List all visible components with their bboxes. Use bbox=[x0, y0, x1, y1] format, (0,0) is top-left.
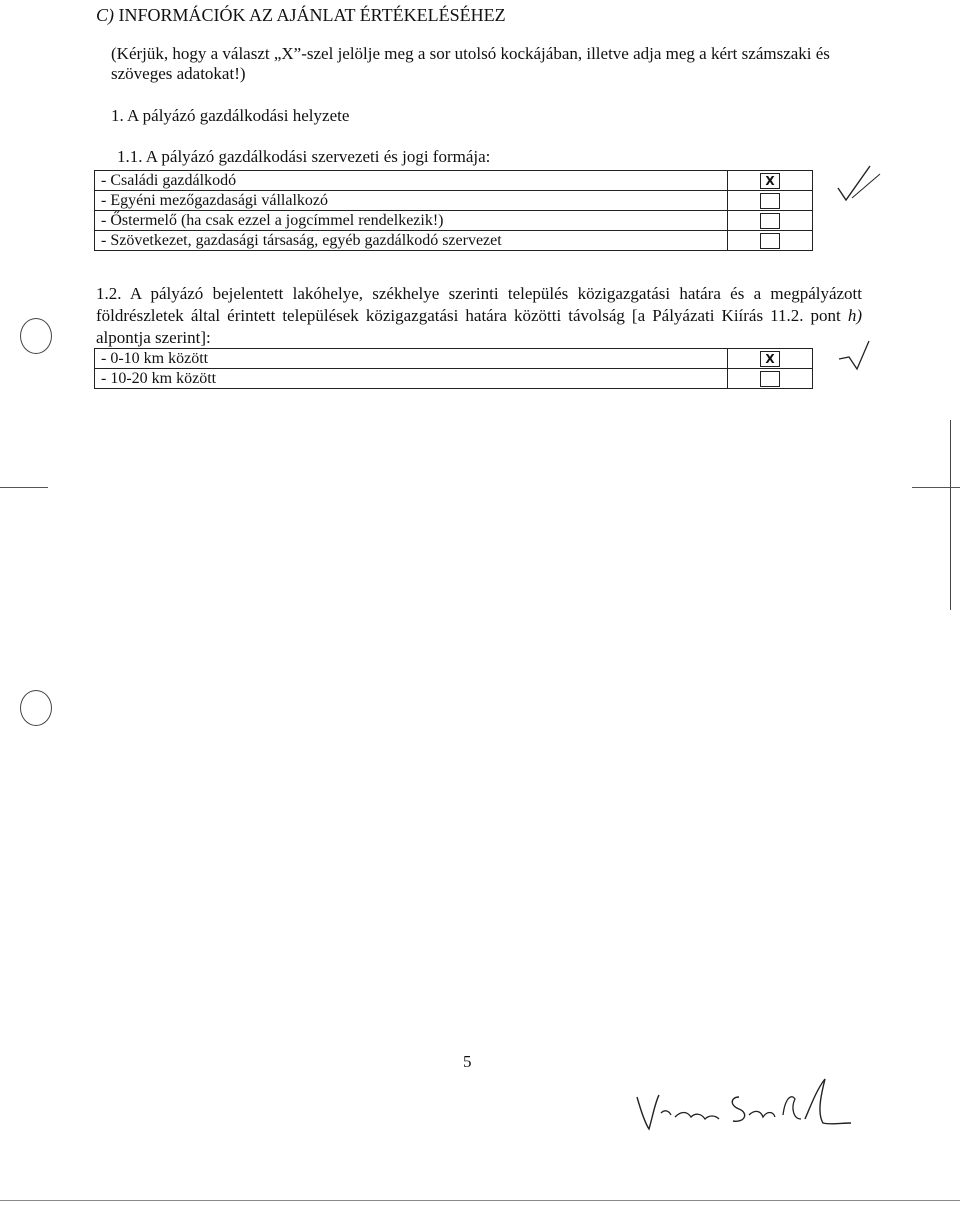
sub12-text-b: alpontja szerint]: bbox=[96, 328, 211, 347]
option-checkbox-cell bbox=[728, 211, 813, 231]
handwritten-tick-icon bbox=[835, 335, 885, 375]
legal-form-table bbox=[94, 170, 813, 251]
checkbox[interactable] bbox=[760, 371, 780, 387]
sub12-text bbox=[96, 283, 862, 349]
section-letter: C) bbox=[96, 5, 114, 25]
checkbox[interactable]: X bbox=[760, 173, 780, 189]
section1-title: 1. A pályázó gazdálkodási helyzete bbox=[111, 106, 350, 125]
checkbox[interactable]: X bbox=[760, 351, 780, 367]
sub11-title: 1.1. A pályázó gazdálkodási szervezeti és jogi formája: bbox=[117, 147, 491, 166]
option-label: - 10-20 km között bbox=[95, 369, 728, 389]
option-label: - Őstermelő (ha csak ezzel a jogcímmel rendelkezik!) bbox=[95, 211, 728, 231]
table-row bbox=[95, 231, 813, 251]
signature-image bbox=[635, 1075, 855, 1135]
checkbox[interactable] bbox=[760, 233, 780, 249]
distance-table bbox=[94, 348, 813, 389]
section-heading bbox=[96, 5, 506, 25]
table-row bbox=[95, 191, 813, 211]
option-checkbox-cell bbox=[728, 191, 813, 211]
option-label: - Szövetkezet, gazdasági társaság, egyéb gazdálkodó szervezet bbox=[95, 231, 728, 251]
handwritten-tick-icon bbox=[830, 160, 890, 210]
table-row bbox=[95, 171, 813, 191]
option-label: - Családi gazdálkodó bbox=[95, 171, 728, 191]
option-checkbox-cell bbox=[728, 231, 813, 251]
option-checkbox-cell bbox=[728, 171, 813, 191]
scan-edge-line bbox=[0, 1200, 960, 1201]
option-checkbox-cell bbox=[728, 349, 813, 369]
section-title: INFORMÁCIÓK AZ AJÁNLAT ÉRTÉKELÉSÉHEZ bbox=[118, 5, 506, 25]
edge-line bbox=[950, 420, 951, 610]
table-row bbox=[95, 211, 813, 231]
table-row bbox=[95, 369, 813, 389]
table-row bbox=[95, 349, 813, 369]
option-label: - 0-10 km között bbox=[95, 349, 728, 369]
option-label: - Egyéni mezőgazdasági vállalkozó bbox=[95, 191, 728, 211]
sub12-text-a: 1.2. A pályázó bejelentett lakóhelye, székhelye szerinti település közigazgatási határa és a megpályázott földrészletek által érintett települések közigazgatási határa közötti távolság [a Pályázati Kiírás 11.2. pont bbox=[96, 284, 862, 325]
option-checkbox-cell bbox=[728, 369, 813, 389]
punch-hole-mark bbox=[20, 318, 52, 354]
fold-line bbox=[912, 487, 960, 488]
checkbox[interactable] bbox=[760, 213, 780, 229]
sub12-text-em: h) bbox=[847, 306, 862, 325]
page-number: 5 bbox=[463, 1052, 472, 1071]
fold-line bbox=[0, 487, 48, 488]
instructions-text: (Kérjük, hogy a választ „X”-szel jelölje meg a sor utolsó kockájában, illetve adja meg a kért számszaki és szöveges adatokat!) bbox=[111, 44, 830, 83]
checkbox[interactable] bbox=[760, 193, 780, 209]
punch-hole-mark bbox=[20, 690, 52, 726]
